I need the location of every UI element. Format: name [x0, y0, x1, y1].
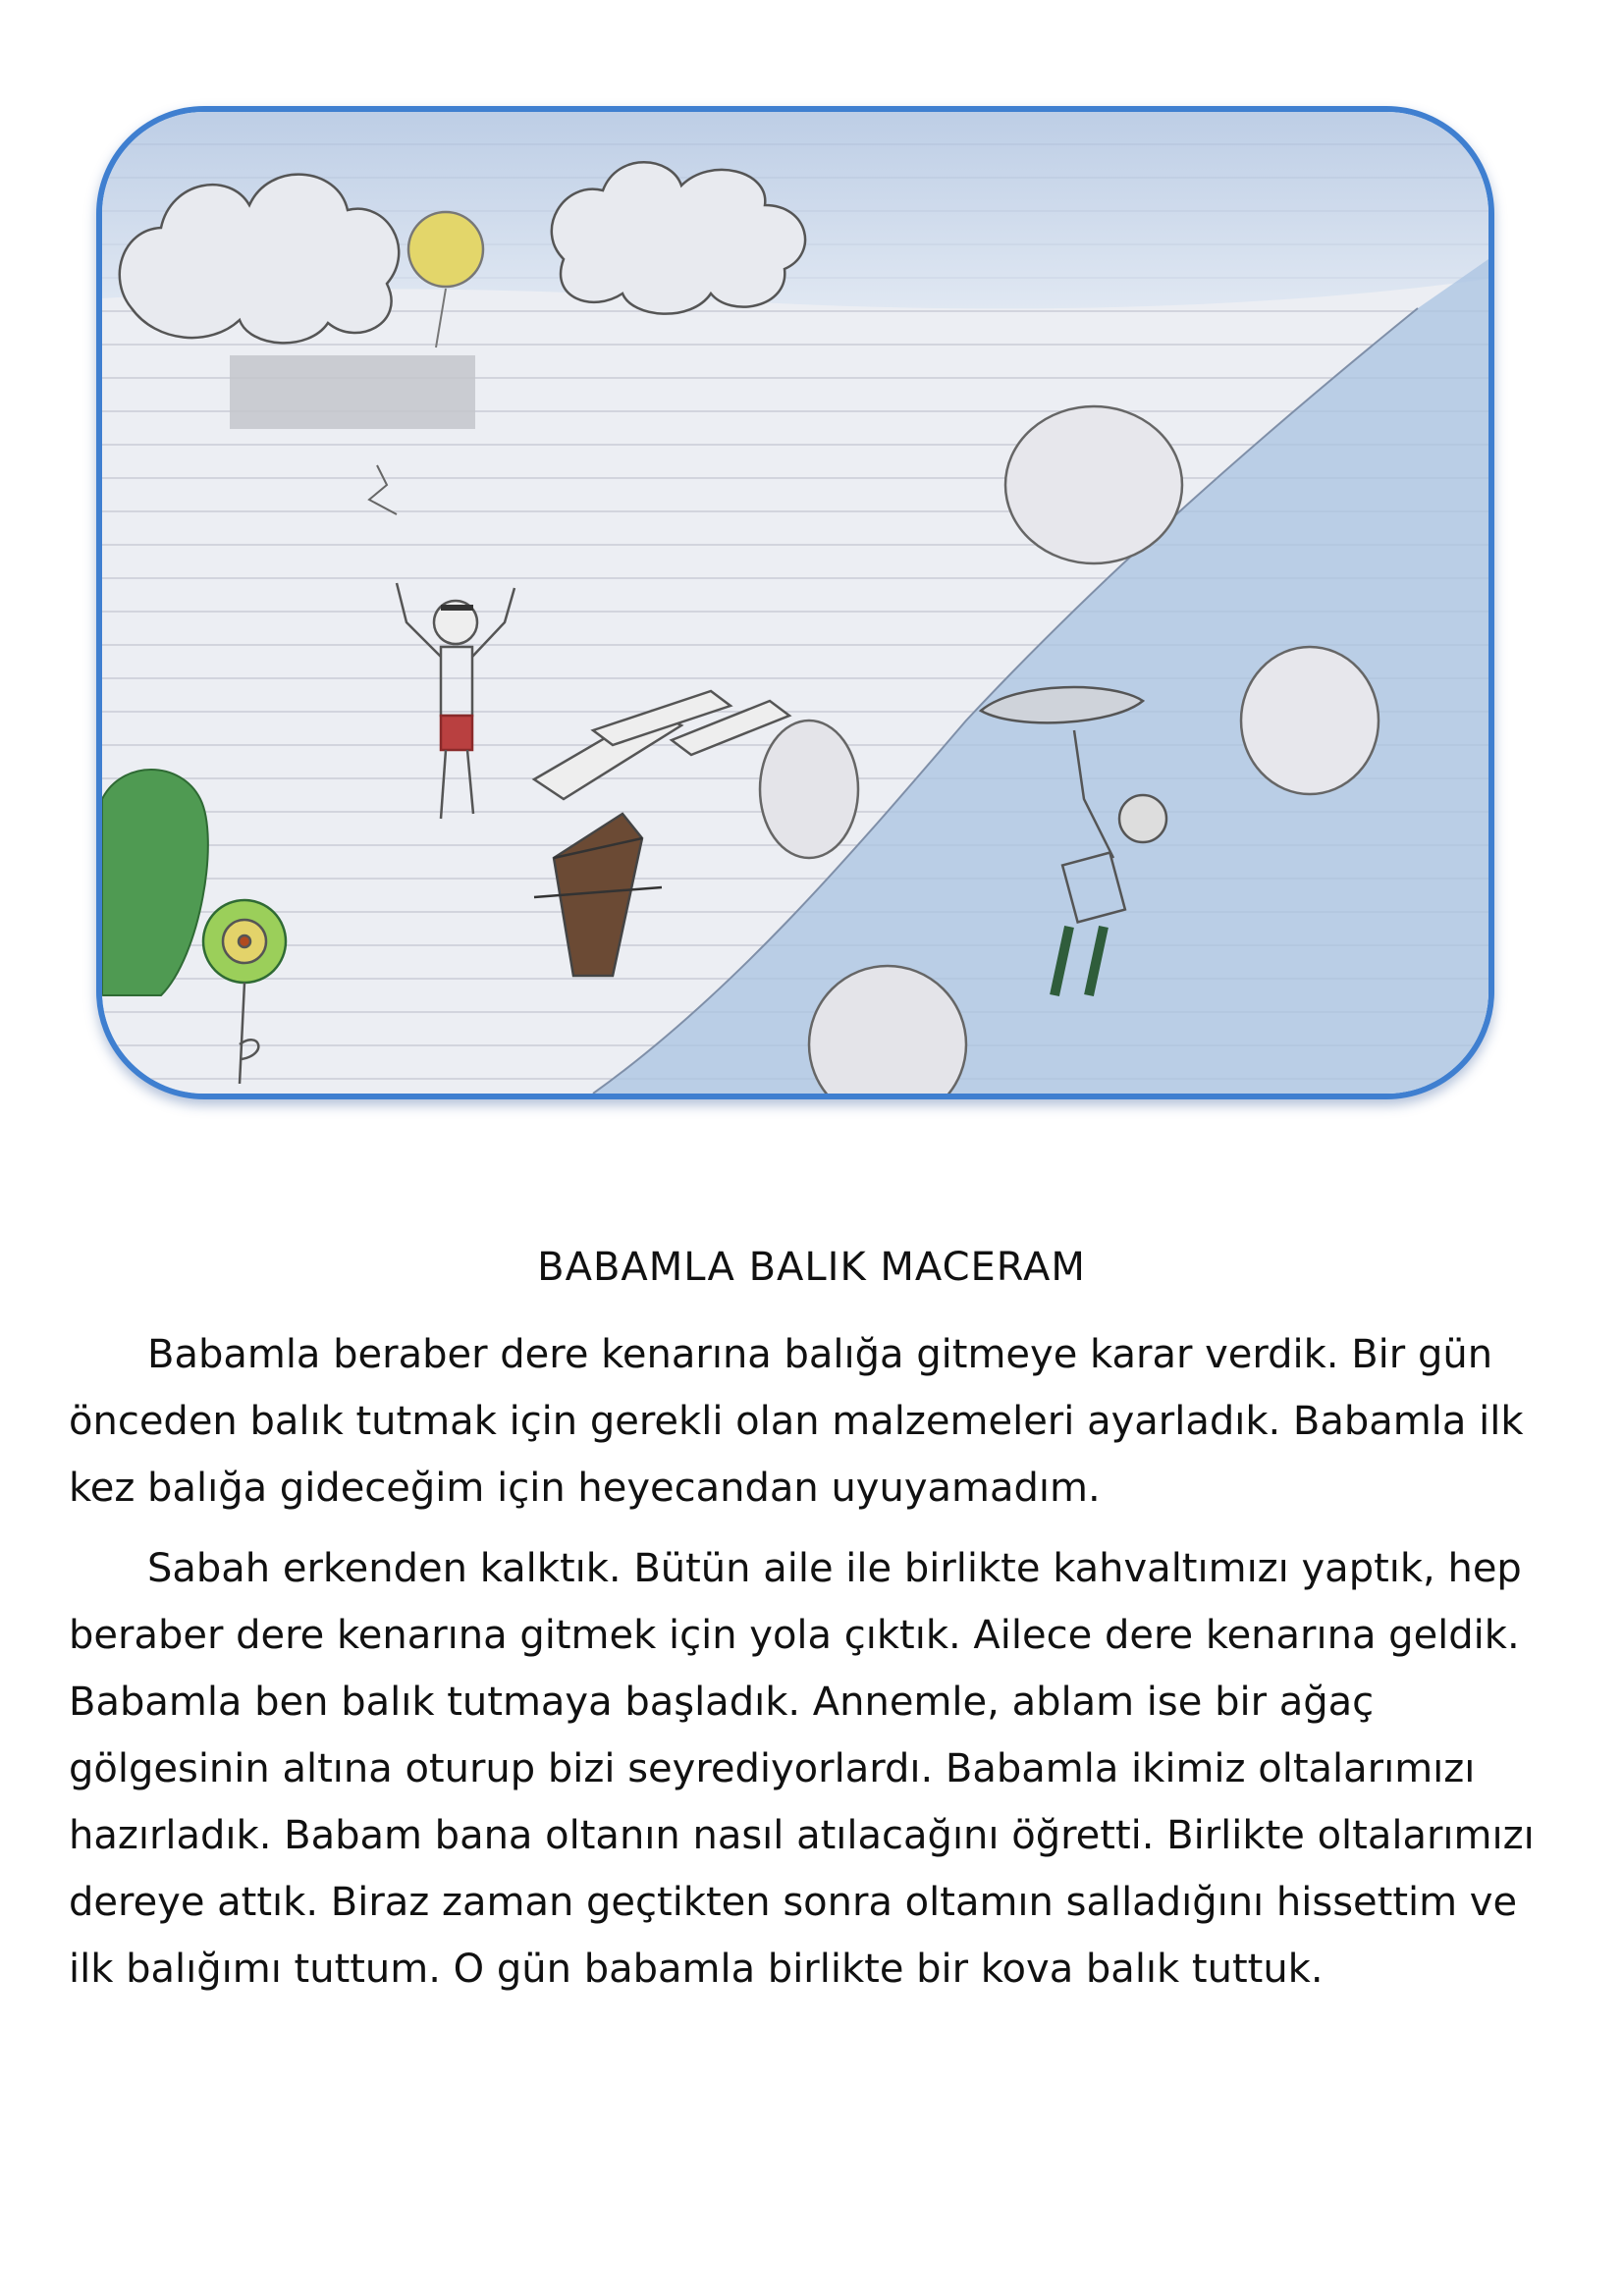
stone-3: [760, 721, 858, 858]
sun-icon: [408, 212, 483, 287]
stone-2: [1241, 647, 1379, 794]
child-drawing-illustration: [96, 106, 1494, 1099]
blurred-name: [230, 355, 475, 429]
drawing-canvas: [102, 112, 1488, 1094]
story-paragraph-2: Sabah erkenden kalktık. Bütün aile ile birlikte kahvaltımızı yaptık, hep beraber dere kenarına gitmek için yola çıktık. Ailece dere kenarına geldik. Babamla ben balık tutmaya başladık. Annemle, ablam ise bir ağaç gölgesinin altına oturup bizi seyrediyorlardı. Babamla ikimiz oltalarımızı hazırladık. Babam bana oltanın nasıl atılacağını öğretti. Birlikte oltalarımızı dereye attık. Biraz zaman geçtikten sonra oltamın salladığını hissettim ve ilk balığımı tuttum. O gün babamla birlikte bir kova balık tuttuk.: [69, 1546, 1535, 1992]
stone-1: [1005, 406, 1182, 563]
story-paragraph-1: Babamla beraber dere kenarına balığa gitmeye karar verdik. Bir gün önceden balık tutmak için gerekli olan malzemeleri ayarladık. Babamla ilk kez balığa gideceğim için heyecandan uyuyamadım.: [69, 1332, 1524, 1511]
story-body: [69, 1321, 1542, 2016]
story-title: BABAMLA BALIK MACERAM: [537, 1245, 1086, 1290]
